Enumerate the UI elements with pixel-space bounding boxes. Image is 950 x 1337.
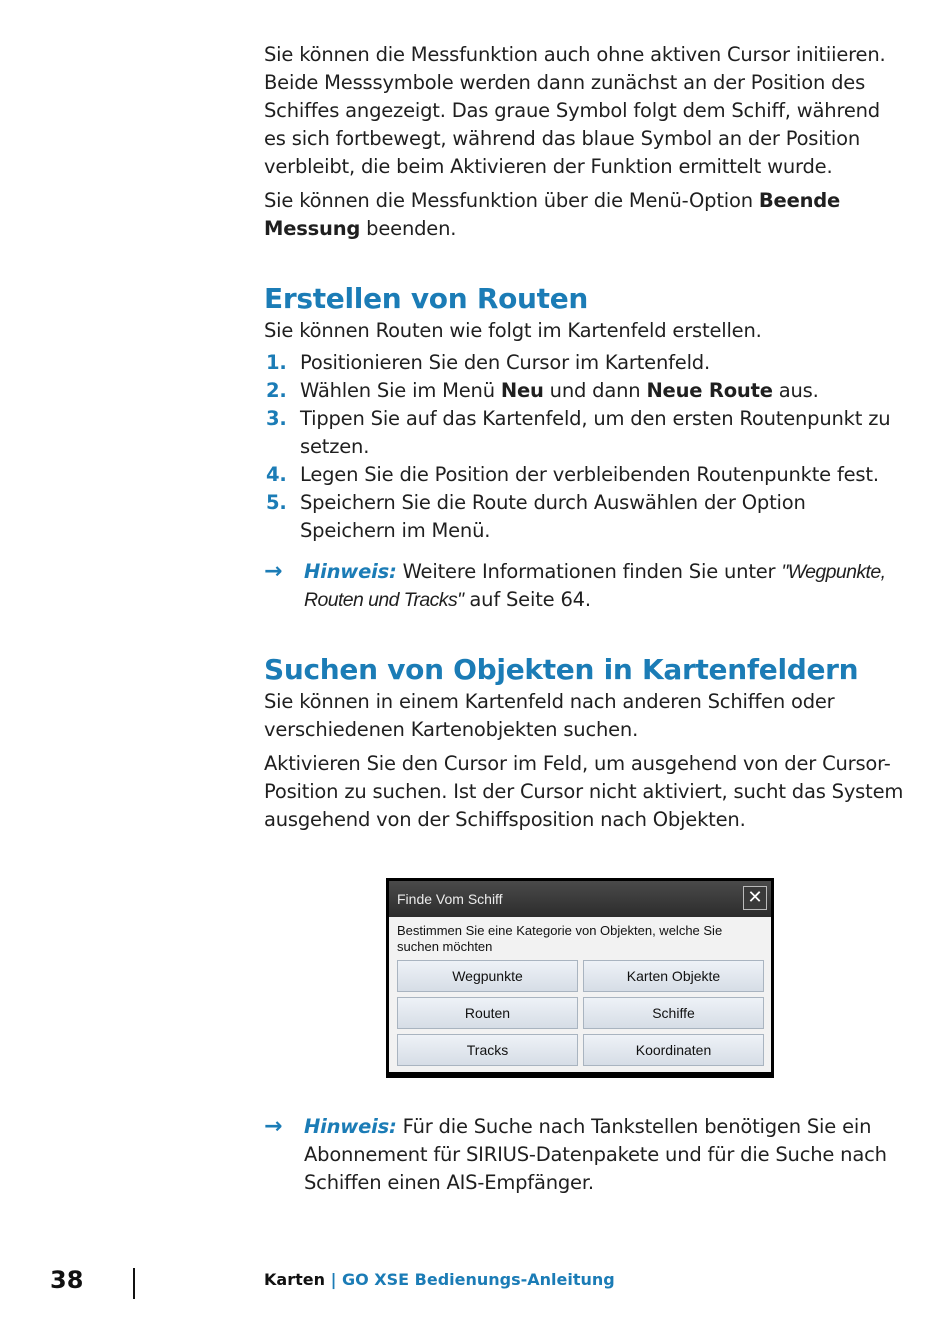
arrow-right-icon: → bbox=[264, 559, 283, 584]
note-search bbox=[264, 1113, 924, 1197]
step-text: aus. bbox=[772, 379, 819, 402]
step-number: 1. bbox=[266, 351, 287, 374]
dialog-body bbox=[389, 917, 771, 1072]
footer-running-title bbox=[264, 1270, 615, 1289]
tracks-button[interactable]: Tracks bbox=[397, 1034, 578, 1066]
menu-neu: Neu bbox=[500, 379, 544, 402]
intro-paragraph-stop bbox=[264, 187, 904, 243]
list-item bbox=[264, 405, 904, 461]
note-text: Weitere Informationen finden Sie unter bbox=[396, 560, 782, 583]
step-text: Tippen Sie auf das Kartenfeld, um den ersten Routenpunkt zu setzen. bbox=[300, 407, 891, 458]
note-routes bbox=[264, 558, 904, 614]
dialog-title: Finde Vom Schiff bbox=[397, 891, 503, 907]
routes-lead: Sie können Routen wie folgt im Kartenfeld erstellen. bbox=[264, 319, 762, 342]
dialog-prompt: Bestimmen Sie eine Kategorie von Objekten, welche Sie suchen möchten bbox=[397, 923, 723, 954]
note-text: auf Seite 64. bbox=[463, 588, 591, 611]
text-run: Sie können die Messfunktion über die Menü-Option bbox=[264, 189, 759, 212]
karten-objekte-button[interactable]: Karten Objekte bbox=[583, 960, 764, 992]
page-number: 38 bbox=[50, 1266, 84, 1294]
heading-suchen-objekten: Suchen von Objekten in Kartenfeldern bbox=[264, 653, 859, 686]
page-content bbox=[264, 41, 904, 840]
dialog-titlebar bbox=[389, 881, 771, 917]
step-text: Legen Sie die Position der verbleibenden Routenpunkte fest. bbox=[300, 463, 879, 486]
cross-reference-link[interactable]: "Wegpunkte, Routen und Tracks" bbox=[304, 561, 886, 611]
category-grid bbox=[397, 960, 763, 1066]
step-number: 5. bbox=[266, 491, 287, 514]
arrow-right-icon: → bbox=[264, 1114, 283, 1139]
intro-paragraph: Sie können die Messfunktion auch ohne aktiven Cursor initiieren. Beide Messsymbole werden dann zunächst an der Position des Schiffes angezeigt. Das graue Symbol folgt dem Schiff, während es sich fortbewegt, während das blaue Symbol an der Position verbleibt, die beim Aktivieren der Funktion ermittelt wurde. bbox=[264, 43, 886, 178]
heading-erstellen-routen: Erstellen von Routen bbox=[264, 282, 589, 315]
route-steps bbox=[264, 349, 904, 545]
text-run: beenden. bbox=[360, 217, 457, 240]
list-item bbox=[264, 489, 904, 545]
step-text: Speichern Sie die Route durch Auswählen der Option Speichern im Menü. bbox=[300, 491, 806, 542]
search-paragraph: Sie können in einem Kartenfeld nach anderen Schiffen oder verschiedenen Kartenobjekten suchen. bbox=[264, 690, 835, 741]
step-number: 2. bbox=[266, 379, 287, 402]
note-label: Hinweis: bbox=[304, 1115, 397, 1138]
schiffe-button[interactable]: Schiffe bbox=[583, 997, 764, 1029]
step-text: Wählen Sie im Menü bbox=[300, 379, 501, 402]
footer-divider bbox=[133, 1268, 135, 1299]
list-item bbox=[264, 377, 904, 405]
note-label: Hinweis: bbox=[304, 560, 397, 583]
search-paragraph-cursor: Aktivieren Sie den Cursor im Feld, um ausgehend von der Cursor-Position zu suchen. Ist der Cursor nicht aktiviert, sucht das System ausgehend von der Schiffsposition nach Objekten. bbox=[264, 752, 904, 831]
footer-separator: | bbox=[330, 1270, 337, 1289]
menu-neue-route: Neue Route bbox=[646, 379, 773, 402]
step-text: und dann bbox=[543, 379, 647, 402]
close-icon[interactable]: ✕ bbox=[743, 886, 767, 910]
find-dialog bbox=[386, 878, 774, 1078]
list-item bbox=[264, 461, 904, 489]
step-number: 4. bbox=[266, 463, 287, 486]
note-text: Für die Suche nach Tankstellen benötigen Sie ein Abonnement für SIRIUS-Datenpakete und für die Suche nach Schiffen einen AIS-Empfänger. bbox=[304, 1115, 887, 1194]
footer-manual: GO XSE Bedienungs-Anleitung bbox=[341, 1270, 615, 1289]
koordinaten-button[interactable]: Koordinaten bbox=[583, 1034, 764, 1066]
footer-chapter: Karten bbox=[264, 1270, 325, 1289]
step-number: 3. bbox=[266, 407, 287, 430]
step-text: Positionieren Sie den Cursor im Kartenfeld. bbox=[300, 351, 710, 374]
wegpunkte-button[interactable]: Wegpunkte bbox=[397, 960, 578, 992]
list-item bbox=[264, 349, 904, 377]
menu-option-beende-messung: Beende Messung bbox=[264, 189, 841, 240]
routen-button[interactable]: Routen bbox=[397, 997, 578, 1029]
